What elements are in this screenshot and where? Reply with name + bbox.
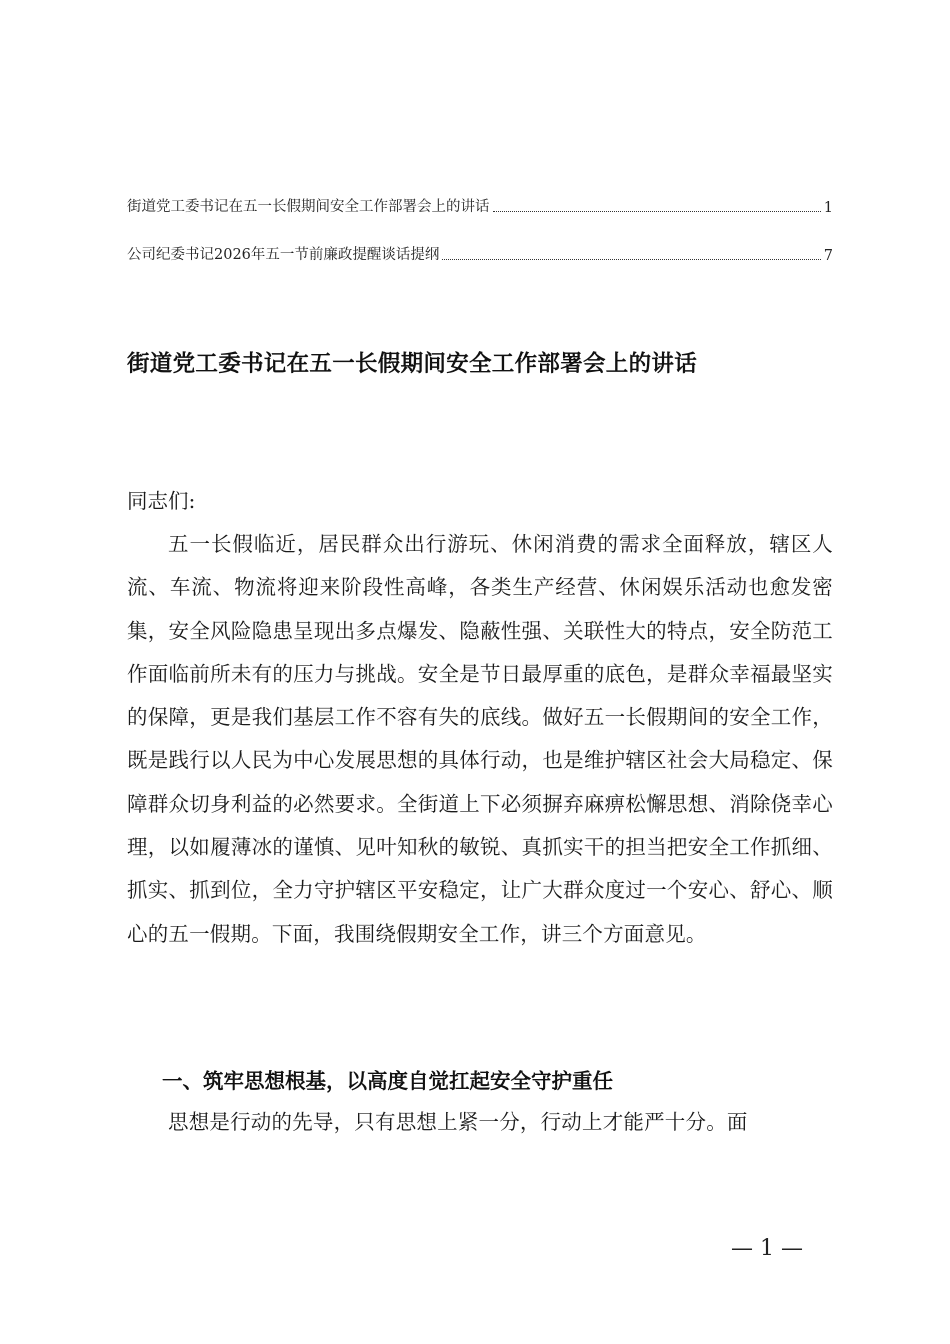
page-number: — 1 — <box>731 1236 803 1261</box>
toc-entry-page: 1 <box>823 200 833 216</box>
toc-entry-page: 7 <box>823 248 833 264</box>
toc-entry-title: 街道党工委书记在五一长假期间安全工作部署会上的讲话 <box>127 199 490 215</box>
section-heading: 一、筑牢思想根基，以高度自觉扛起安全守护重任 <box>162 1069 613 1093</box>
toc-entry[interactable] <box>127 244 833 264</box>
toc-entry[interactable] <box>127 196 833 216</box>
body-paragraph: 思想是行动的先导，只有思想上紧一分，行动上才能严十分。面 <box>168 1110 748 1134</box>
toc-dot-leader <box>493 210 821 212</box>
toc-dot-leader <box>442 258 820 260</box>
document-title: 街道党工委书记在五一长假期间安全工作部署会上的讲话 <box>127 351 698 377</box>
salutation: 同志们: <box>127 489 196 513</box>
toc-entry-title: 公司纪委书记2026年五一节前廉政提醒谈话提纲 <box>127 247 440 263</box>
body-paragraph: 五一长假临近，居民群众出行游玩、休闲消费的需求全面释放，辖区人流、车流、物流将迎来阶段性高峰，各类生产经营、休闲娱乐活动也愈发密集，安全风险隐患呈现出多点爆发、隐蔽性强、关联性大的特点，安全防范工作面临前所未有的压力与挑战。安全是节日最厚重的底色，是群众幸福最坚实的保障，更是我们基层工作不容有失的底线。做好五一长假期间的安全工作，既是践行以人民为中心发展思想的具体行动，也是维护辖区社会大局稳定、保障群众切身利益的必然要求。全街道上下必须摒弃麻痹松懈思想、消除侥幸心理，以如履薄冰的谨慎、见叶知秋的敏锐、真抓实干的担当把安全工作抓细、抓实、抓到位，全力守护辖区平安稳定，让广大群众度过一个安心、舒心、顺心的五一假期。下面，我围绕假期安全工作，讲三个方面意见。 <box>127 532 833 946</box>
